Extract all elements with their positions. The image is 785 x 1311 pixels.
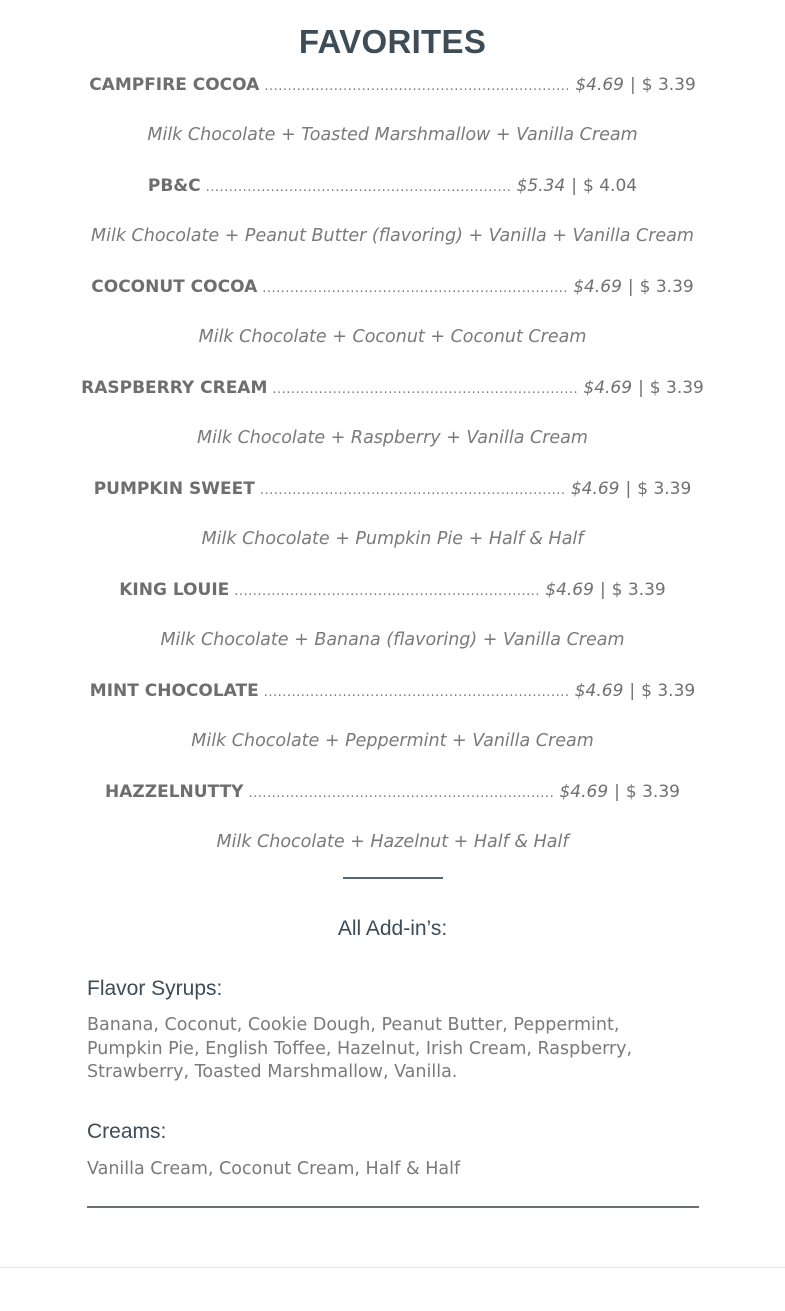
footer-border bbox=[0, 1267, 785, 1268]
menu-item-line bbox=[0, 781, 785, 805]
menu-item-name: PB&C bbox=[147, 176, 201, 196]
price-large: $ 3.39 bbox=[641, 75, 696, 95]
menu-list bbox=[0, 70, 785, 878]
menu-item-description: Milk Chocolate + Pumpkin Pie + Half & Half bbox=[201, 529, 584, 549]
menu-item-name: COCONUT COCOA bbox=[91, 277, 258, 297]
menu-item-line bbox=[0, 478, 785, 502]
flavor-syrups-list: Banana, Coconut, Cookie Dough, Peanut Butter, Peppermint, Pumpkin Pie, English Toffee, Hazelnut, Irish Cream, Raspberry, Strawberry, Toasted Marshmallow, Vanilla. bbox=[87, 1015, 633, 1082]
menu-item-name: CAMPFIRE COCOA bbox=[89, 75, 260, 95]
section-divider bbox=[343, 877, 443, 879]
addins-heading: All Add-in’s: bbox=[337, 917, 448, 940]
price-separator: | bbox=[625, 479, 632, 499]
menu-item-line bbox=[0, 680, 785, 704]
price-large: $ 3.39 bbox=[637, 479, 692, 499]
price-large: $ 3.39 bbox=[639, 277, 694, 297]
menu-item-line bbox=[0, 175, 785, 199]
creams-heading: Creams: bbox=[87, 1120, 167, 1143]
price-large: $ 3.39 bbox=[641, 681, 696, 701]
menu-item bbox=[0, 272, 785, 373]
flavor-syrups-heading: Flavor Syrups: bbox=[87, 977, 223, 1000]
price-large: $ 4.04 bbox=[583, 176, 638, 196]
dot-leader bbox=[264, 682, 570, 704]
price-small: $4.69 bbox=[574, 681, 624, 701]
price-separator: | bbox=[599, 580, 606, 600]
bottom-divider bbox=[87, 1206, 699, 1208]
creams-list: Vanilla Cream, Coconut Cream, Half & Half bbox=[87, 1159, 461, 1179]
menu-item-name: HAZZELNUTTY bbox=[105, 782, 244, 802]
menu-item-description: Milk Chocolate + Raspberry + Vanilla Cream bbox=[197, 428, 588, 448]
dot-leader bbox=[206, 177, 512, 199]
price-large: $ 3.39 bbox=[611, 580, 666, 600]
price-small: $4.69 bbox=[559, 782, 609, 802]
dot-leader bbox=[262, 278, 568, 300]
menu-item-description: Milk Chocolate + Hazelnut + Half & Half bbox=[216, 832, 569, 852]
menu-item-name: MINT CHOCOLATE bbox=[89, 681, 259, 701]
price-separator: | bbox=[629, 681, 636, 701]
price-small: $4.69 bbox=[545, 580, 594, 600]
dot-leader bbox=[264, 76, 570, 98]
page-title: FAVORITES bbox=[298, 23, 487, 60]
menu-item bbox=[0, 171, 785, 272]
menu-item bbox=[0, 575, 785, 676]
price-small: $5.34 bbox=[516, 176, 566, 196]
menu-item-line bbox=[0, 377, 785, 401]
menu-item-name: PUMPKIN SWEET bbox=[93, 479, 255, 499]
price-large: $ 3.39 bbox=[649, 378, 704, 398]
menu-item-description: Milk Chocolate + Coconut + Coconut Cream bbox=[198, 327, 587, 347]
menu-item bbox=[0, 373, 785, 474]
menu-item-name: RASPBERRY CREAM bbox=[81, 378, 268, 398]
menu-item-description: Milk Chocolate + Peanut Butter (flavoring) + Vanilla + Vanilla Cream bbox=[91, 226, 694, 246]
price-small: $4.69 bbox=[573, 277, 622, 297]
dot-leader bbox=[234, 581, 540, 603]
menu-item-line bbox=[0, 74, 785, 98]
menu-item-line bbox=[0, 276, 785, 300]
price-small: $4.69 bbox=[575, 75, 624, 95]
price-large: $ 3.39 bbox=[625, 782, 680, 802]
menu-item bbox=[0, 70, 785, 171]
dot-leader bbox=[260, 480, 566, 502]
price-separator: | bbox=[627, 277, 634, 297]
price-small: $4.69 bbox=[570, 479, 620, 499]
menu-item bbox=[0, 474, 785, 575]
price-small: $4.69 bbox=[583, 378, 633, 398]
menu-item-line bbox=[0, 579, 785, 603]
menu-item-name: KING LOUIE bbox=[119, 580, 230, 600]
dot-leader bbox=[272, 379, 578, 401]
menu-item-description: Milk Chocolate + Peppermint + Vanilla Cream bbox=[191, 731, 594, 751]
menu-item bbox=[0, 777, 785, 878]
price-separator: | bbox=[638, 378, 644, 398]
menu-item bbox=[0, 676, 785, 777]
menu-item-description: Milk Chocolate + Banana (flavoring) + Vanilla Cream bbox=[160, 630, 625, 650]
dot-leader bbox=[248, 783, 554, 805]
price-separator: | bbox=[629, 75, 636, 95]
price-separator: | bbox=[571, 176, 578, 196]
price-separator: | bbox=[614, 782, 620, 802]
menu-item-description: Milk Chocolate + Toasted Marshmallow + Vanilla Cream bbox=[147, 125, 638, 145]
